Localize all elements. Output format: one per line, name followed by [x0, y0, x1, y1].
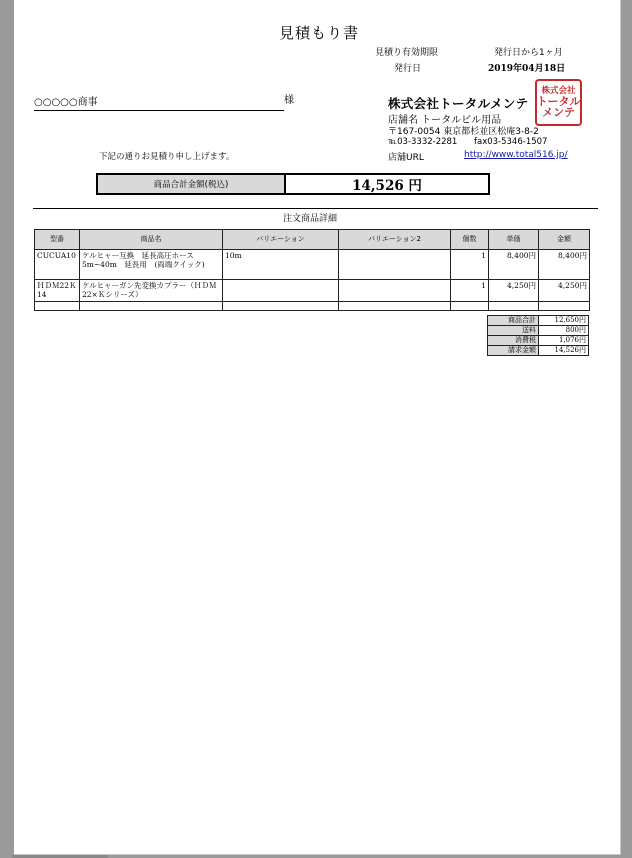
cell-name: ケルヒャーガン先変換カプラー（ＨＤＭ22×Ｋシリーズ） — [80, 280, 223, 302]
summary-value: 12,650円 — [539, 316, 589, 326]
cell-variation2 — [339, 250, 451, 280]
summary-label: 商品合計 — [488, 316, 539, 326]
total-amount-value: 14,526 円 — [352, 178, 422, 194]
empty-cell — [223, 301, 339, 310]
cell-model: ＨＤＭ22Ｋ14 — [35, 280, 80, 302]
summary-value: 800円 — [539, 326, 589, 336]
validity-label: 見積り有効期限 — [375, 48, 439, 58]
summary-value: 1,076円 — [539, 336, 589, 346]
empty-cell — [80, 301, 223, 310]
summary-row-subtotal — [488, 316, 589, 326]
issuer-shop: 店舗名 トータルビル用品 — [388, 115, 502, 126]
customer-underline — [34, 110, 284, 111]
column-header-model: 型番 — [35, 230, 80, 250]
table-row-empty — [35, 301, 590, 310]
column-header-name: 商品名 — [80, 230, 223, 250]
empty-cell — [489, 301, 539, 310]
cell-unit-price: 4,250円 — [489, 280, 539, 302]
table-row — [35, 250, 590, 280]
summary-row-total — [488, 346, 589, 356]
stamp-line: メンテ — [542, 105, 575, 119]
issuer-url-link[interactable]: http://www.total516.jp/ — [464, 150, 568, 160]
company-seal-stamp — [535, 79, 582, 126]
section-divider — [33, 208, 598, 209]
total-amount-label: 商品合計金額(税込) — [98, 175, 286, 193]
summary-label: 請求金額 — [488, 346, 539, 356]
total-amount-box — [96, 173, 490, 195]
cell-amount: 8,400円 — [539, 250, 590, 280]
issuer-company: 株式会社トータルメンテ — [388, 96, 529, 111]
column-header-amount: 金額 — [539, 230, 590, 250]
stamp-line: 株式会社 — [541, 86, 576, 97]
summary-row-tax — [488, 336, 589, 346]
column-header-unit-price: 単価 — [489, 230, 539, 250]
issue-date-value: 2019年04月18日 — [488, 64, 566, 74]
section-title: 注文商品詳細 — [283, 214, 338, 224]
summary-row-shipping — [488, 326, 589, 336]
issuer-fax: fax03-5346-1507 — [474, 137, 548, 147]
summary-table — [487, 315, 589, 356]
page-title: 見積もり書 — [279, 24, 360, 42]
cell-variation — [223, 280, 339, 302]
cell-qty: 1 — [451, 280, 489, 302]
cell-unit-price: 8,400円 — [489, 250, 539, 280]
cell-name: ケルヒャー互換 延長高圧ホース 5m~40m 延長用 (両端クイック) — [80, 250, 223, 280]
cell-model: CUCUA10 — [35, 250, 80, 280]
document-page — [14, 0, 621, 855]
empty-cell — [339, 301, 451, 310]
validity-value: 発行日から1ヶ月 — [494, 48, 563, 58]
issue-date-label: 発行日 — [394, 64, 422, 74]
issuer-url-label: 店舗URL — [388, 153, 424, 163]
cell-qty: 1 — [451, 250, 489, 280]
cell-amount: 4,250円 — [539, 280, 590, 302]
order-items-table — [34, 229, 590, 311]
column-header-qty: 個数 — [451, 230, 489, 250]
empty-cell — [451, 301, 489, 310]
issuer-address: 〒167-0054 東京都杉並区松庵3-8-2 — [388, 127, 539, 137]
intro-text: 下記の通りお見積り申し上げます。 — [99, 152, 235, 162]
summary-label: 消費税 — [488, 336, 539, 346]
customer-name: ○○○○○商事 — [34, 97, 98, 108]
cell-variation: 10m — [223, 250, 339, 280]
stamp-line: トータル — [536, 94, 581, 108]
summary-label: 送料 — [488, 326, 539, 336]
empty-cell — [35, 301, 80, 310]
column-header-variation2: バリエーション2 — [339, 230, 451, 250]
issuer-tel: ℡03-3332-2281 — [388, 137, 458, 147]
honorific: 様 — [284, 95, 294, 106]
table-row — [35, 280, 590, 302]
summary-value: 14,526円 — [539, 346, 589, 356]
table-header-row — [35, 230, 590, 250]
column-header-variation: バリエーション — [223, 230, 339, 250]
empty-cell — [539, 301, 590, 310]
cell-variation2 — [339, 280, 451, 302]
